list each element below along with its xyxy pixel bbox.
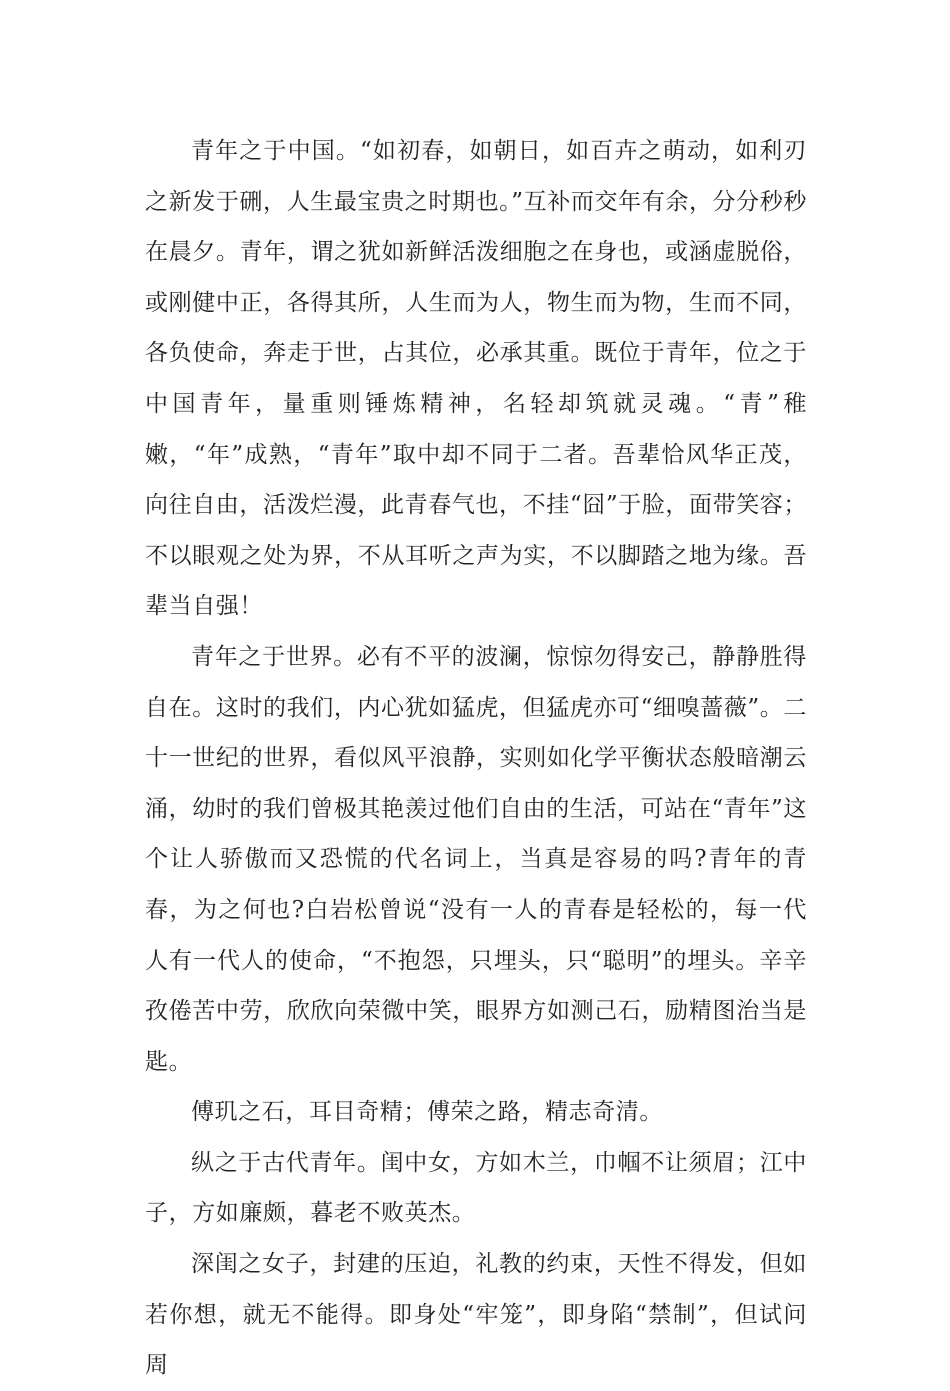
document-body bbox=[145, 126, 807, 1391]
paragraph-youth-and-world: 青年之于世界。必有不平的波澜，惊惊勿得安己，静静胜得自在。这时的我们，内心犹如猛虎，但猛虎亦可“细嗅蔷薇”。二十一世纪的世界，看似风平浪静，实则如化学平衡状态般暗潮云涌，幼时的我们曾极其艳羡过他们自由的生活，可站在“青年”这个让人骄傲而又恐慌的代名词上，当真是容易的吗?青年的青春，为之何也?白岩松曾说“没有一人的青春是轻松的，每一代人有一代人的使命，“不抱怨，只埋头，只“聪明”的埋头。辛辛孜倦苦中劳，欣欣向荣微中笑，眼界方如测己石，励精图治当是匙。 bbox=[145, 643, 807, 1075]
paragraph-youth-and-china: 青年之于中国。“如初春，如朝日，如百卉之萌动，如利刃之新发于硎，人生最宝贵之时期也。”互补而交年有余，分分秒秒在晨夕。青年，谓之犹如新鲜活泼细胞之在身也，或涵虚脱俗，或刚健中正，各得其所，人生而为人，物生而为物，生而不同，各负使命，奔走于世，占其位，必承其重。既位于青年，位之于中国青年，量重则锤炼精神，名轻却筑就灵魂。“青”稚嫩，“年”成熟，“青年”取中却不同于二者。吾辈恰风华正茂，向往自由，活泼烂漫，此青春气也，不挂“囧”于脸，面带笑容；不以眼观之处为界，不从耳听之声为实，不以脚踏之地为缘。吾辈当自强！ bbox=[145, 138, 807, 620]
paragraph-ancient-youth: 纵之于古代青年。闺中女，方如木兰，巾帼不让须眉；江中子，方如廉颇，暮老不败英杰。 bbox=[145, 1149, 807, 1227]
paragraph-women-of-boudoir: 深闺之女子，封建的压迫，礼教的约束，天性不得发，但如若你想，就无不能得。即身处“牢笼”，即身陷“禁制”，但试问周 bbox=[145, 1251, 807, 1379]
paragraph-couplet: 傅玑之石，耳目奇精；傅荣之路，精志奇清。 bbox=[191, 1099, 663, 1126]
